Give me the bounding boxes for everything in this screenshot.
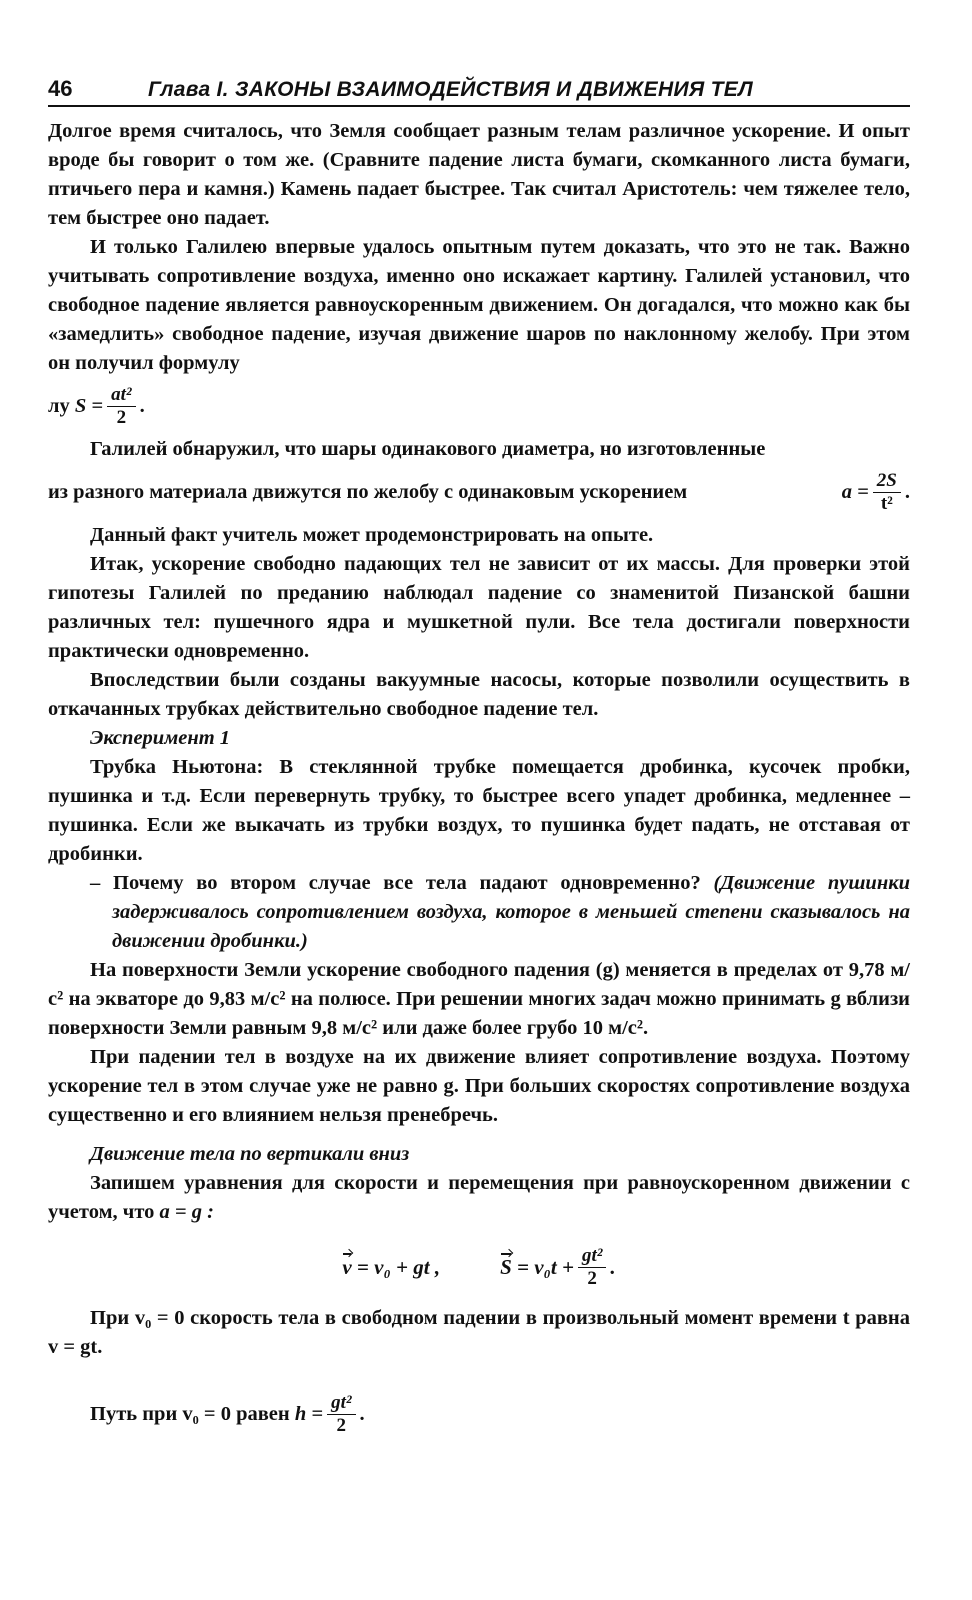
- formula-end: .: [904, 481, 910, 503]
- vector-v: v: [342, 1253, 351, 1282]
- formula-end: .: [610, 1255, 616, 1279]
- paragraph-4: Данный факт учитель может продемонстрировать на опыте.: [90, 524, 654, 546]
- question-answer: (Движение пушинки задерживалось сопротивлением воздуха, которое в меньшей степени сказывалось на движении дробинки.): [112, 872, 910, 952]
- book-page: [48, 72, 910, 1443]
- section-heading: Движение тела по вертикали вниз: [90, 1143, 410, 1165]
- formula-fraction: [873, 470, 901, 515]
- question-1: [70, 869, 910, 956]
- formula-fraction: [327, 1392, 355, 1437]
- paragraph-10-text: Запишем уравнения для скорости и перемещения при равноускоренном движении с учетом, что: [48, 1172, 910, 1223]
- paragraph-3a: Галилей обнаружил, что шары одинакового диаметра, но изготовленные: [90, 438, 766, 460]
- fraction-denominator: t²: [880, 493, 893, 514]
- paragraph-1: Долгое время считалось, что Земля сообщает разным телам различное ускорение. И опыт вроде бы говорит о том же. (Сравните падение листа бумаги, скомканного листа бумаги, птичьего пера и камня.) Камень падает быстрее. Так считал Аристотель: чем тяжелее тело, тем быстрее оно падает.: [48, 120, 910, 229]
- formula-s-at2: [48, 384, 910, 429]
- formula-a-2s: [842, 470, 910, 515]
- page-number: 46: [48, 76, 73, 101]
- paragraph-7: Трубка Ньютона: В стеклянной трубке помещается дробинка, кусочек пробки, пушинка и т.д. Если перевернуть трубку, то быстрее всего упадет дробинка, медленнее – пушинка. Если же выкачать из трубки воздух, то пушинка будет падать, не отставая от дробинки.: [48, 756, 910, 865]
- fraction-numerator: gt²: [327, 1392, 355, 1415]
- formula-end: .: [139, 395, 145, 417]
- paragraph-12: [48, 1392, 910, 1437]
- formula-a-g: a = g :: [159, 1201, 214, 1223]
- paragraph-3b: [48, 470, 910, 515]
- paragraph-8: На поверхности Земли ускорение свободного падения (g) меняется в пределах от 9,78 м/с² на экваторе до 9,83 м/с² на полюсе. При решении многих задач можно принимать g вблизи поверхности Земли равным 9,8 м/с² или даже более грубо 10 м/с².: [48, 959, 910, 1039]
- paragraph-3b-text: из разного материала движутся по желобу с одинаковым ускорением: [48, 481, 688, 503]
- fraction-numerator: 2S: [873, 470, 901, 493]
- velocity-equation: [342, 1253, 440, 1282]
- paragraph-9: При падении тел в воздухе на их движение влияет сопротивление воздуха. Поэтому ускорение тел в этом случае уже не равно g. При больших скоростях сопротивление воздуха существенно и его влиянием нельзя пренебречь.: [48, 1046, 910, 1126]
- formula-fraction: [578, 1245, 606, 1290]
- page-body: [48, 117, 910, 1437]
- formula-lhs: a =: [841, 481, 869, 503]
- formula-prefix: лу: [48, 395, 70, 417]
- displacement-mid: = v₀t +: [517, 1255, 574, 1279]
- experiment-heading: Эксперимент 1: [90, 727, 231, 749]
- chapter-title: Глава I. ЗАКОНЫ ВЗАИМОДЕЙСТВИЯ И ДВИЖЕНИЯ ТЕЛ: [148, 78, 754, 101]
- paragraph-2: И только Галилею впервые удалось опытным путем доказать, что это не так. Важно учитывать сопротивление воздуха, именно оно искажает картину. Галилей установил, что свободное падение является равноускоренным движением. Он догадался, что можно как бы «замедлить» свободное падение, изучая движение шаров по наклонному желобу. При этом он получил формулу: [48, 236, 910, 374]
- paragraph-6: Впоследствии были созданы вакуумные насосы, которые позволили осуществить в откачанных трубках действительно свободное падение тел.: [48, 669, 910, 720]
- formula-end: .: [359, 1403, 365, 1425]
- paragraph-5: Итак, ускорение свободно падающих тел не зависит от их массы. Для проверки этой гипотезы Галилей по преданию наблюдал падение со знаменитой Пизанской башни различных тел: пушечного ядра и мушкетной пули. Все тела достигали поверхности практически одновременно.: [48, 553, 910, 662]
- formula-lhs: S =: [74, 395, 104, 417]
- fraction-denominator: 2: [587, 1268, 597, 1289]
- formula-fraction: [107, 384, 135, 429]
- displacement-equation: [500, 1245, 616, 1290]
- vector-s: S: [500, 1253, 512, 1282]
- equations-row: [48, 1245, 910, 1290]
- fraction-numerator: at²: [107, 384, 135, 407]
- formula-lhs: h =: [294, 1403, 324, 1425]
- paragraph-12-text: Путь при v₀ = 0 равен: [90, 1403, 290, 1425]
- page-header: [48, 72, 910, 107]
- paragraph-11: При v₀ = 0 скорость тела в свободном падении в произвольный момент времени t равна v = gt.: [48, 1307, 910, 1358]
- paragraph-10: [48, 1169, 910, 1227]
- fraction-denominator: 2: [116, 407, 127, 428]
- question-text: – Почему во втором случае все тела падают одновременно?: [90, 872, 701, 894]
- fraction-numerator: gt²: [578, 1245, 606, 1268]
- velocity-rhs: = v₀ + gt ,: [356, 1255, 441, 1279]
- fraction-denominator: 2: [336, 1415, 347, 1436]
